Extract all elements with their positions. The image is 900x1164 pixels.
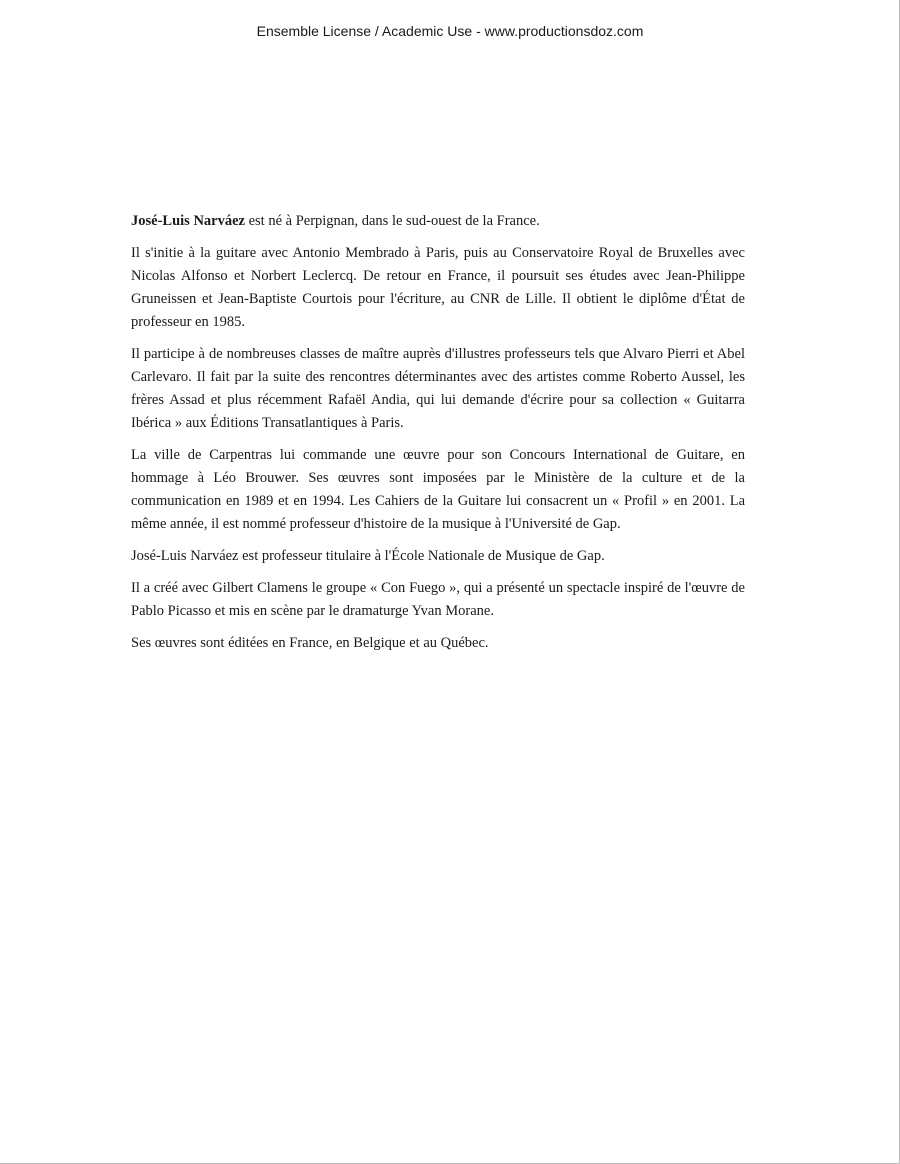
bio-paragraph-5: José-Luis Narváez est professeur titulaire à l'École Nationale de Musique de Gap. [131, 548, 605, 564]
bio-paragraph-7: Ses œuvres sont éditées en France, en Belgique et au Québec. [131, 635, 489, 651]
bio-paragraph-1-text: est né à Perpignan, dans le sud-ouest de la France. [244, 213, 540, 229]
license-header: Ensemble License / Academic Use - www.productionsdoz.com [256, 23, 644, 39]
bio-paragraph-3: Il participe à de nombreuses classes de maître auprès d'illustres professeurs tels que Alvaro Pierri et Abel Carlevaro. Il fait par la suite des rencontres déterminantes avec des artistes comme Roberto Aussel, les frères Assad et plus récemment Rafaël Andia, qui lui demande d'écrire pour sa collection « Guitarra Ibérica » aux Éditions Transatlantiques à Paris. [131, 346, 745, 431]
bio-paragraph-2: Il s'initie à la guitare avec Antonio Membrado à Paris, puis au Conservatoire Royal de Bruxelles avec Nicolas Alfonso et Norbert Leclercq. De retour en France, il poursuit ses études avec Jean-Philippe Gruneissen et Jean-Baptiste Courtois pour l'écriture, au CNR de Lille. Il obtient le diplôme d'État de professeur en 1985. [131, 245, 745, 330]
bio-paragraph-6: Il a créé avec Gilbert Clamens le groupe « Con Fuego », qui a présenté un spectacle inspiré de l'œuvre de Pablo Picasso et mis en scène par le dramaturge Yvan Morane. [131, 580, 745, 619]
bio-paragraph-1 [131, 210, 745, 233]
composer-name: José-Luis Narváez [131, 213, 245, 229]
biography-text [131, 210, 745, 664]
bio-paragraph-4: La ville de Carpentras lui commande une œuvre pour son Concours International de Guitare, en hommage à Léo Brouwer. Ses œuvres sont imposées par le Ministère de la culture et de la communication en 1989 et en 1994. Les Cahiers de la Guitare lui consacrent un « Profil » en 2001. La même année, il est nommé professeur d'histoire de la musique à l'Université de Gap. [131, 447, 745, 532]
